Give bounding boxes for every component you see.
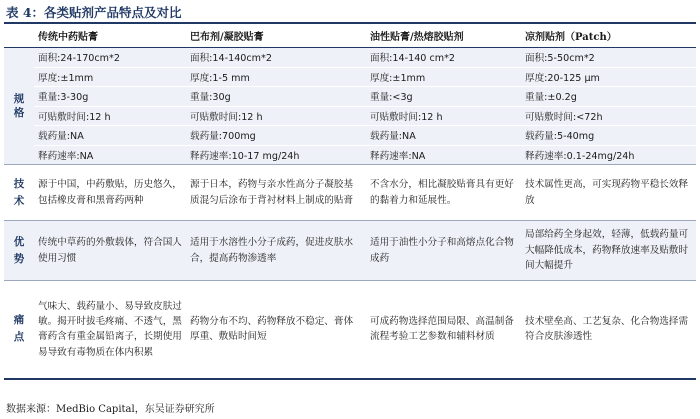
spec-cell: 厚度:±1mm (34, 67, 186, 87)
category-weak (4, 281, 34, 379)
header-blank (4, 23, 34, 48)
table-row (4, 281, 696, 379)
table-header-row (4, 23, 696, 48)
header-patch: 凉剂贴剂（Patch） (521, 23, 696, 48)
spec-cell: 厚度:1-5 mm (186, 67, 366, 87)
category-weak-label: 痛 点 (13, 314, 25, 344)
header-oil-hotmelt: 油性贴膏/热熔胶贴剂 (366, 23, 521, 48)
header-cataplasm: 巴布剂/凝胶贴膏 (186, 23, 366, 48)
tech-cell: 技术属性更高，可实现药物平稳长效释放 (521, 165, 696, 221)
comparison-table (4, 23, 696, 380)
spec-cell: 释药速率:NA (366, 145, 521, 165)
tech-cell: 源于日本，药物与亲水性高分子凝胶基质混匀后涂布于背衬材料上制成的贴膏 (186, 165, 366, 221)
spec-cell: 厚度:±1mm (366, 67, 521, 87)
spec-cell: 重量:±0.2g (521, 87, 696, 107)
data-source: 数据来源：MedBio Capital，东吴证券研究所 (6, 404, 215, 415)
spec-cell: 可贴敷时间:<72h (521, 106, 696, 126)
weak-cell: 技术壁垒高、工艺复杂、化合物选择需符合皮肤渗透性 (521, 281, 696, 379)
spec-cell: 面积:24-170cm*2 (34, 48, 186, 68)
spec-cell: 可贴敷时间:12 h (186, 106, 366, 126)
table-row (4, 165, 696, 221)
spec-cell: 载药量:700mg (186, 126, 366, 146)
category-spec (4, 48, 34, 165)
category-adv (4, 221, 34, 281)
category-spec-label: 规 格 (13, 92, 25, 119)
spec-cell: 释药速率:10-17 mg/24h (186, 145, 366, 165)
weak-cell: 药物分布不均、药物释放不稳定、膏体厚重、敷贴时间短 (186, 281, 366, 379)
spec-cell: 重量:3-30g (34, 87, 186, 107)
spec-cell: 厚度:20-125 μm (521, 67, 696, 87)
header-traditional: 传统中药贴膏 (34, 23, 186, 48)
table-row (4, 67, 696, 87)
table-row (4, 221, 696, 281)
spec-cell: 载药量:NA (366, 126, 521, 146)
spec-cell: 载药量:5-40mg (521, 126, 696, 146)
table-row (4, 87, 696, 107)
category-adv-label: 优 势 (13, 235, 25, 265)
table-row (4, 145, 696, 165)
spec-cell: 释药速率:NA (34, 145, 186, 165)
table-row (4, 106, 696, 126)
table-row (4, 126, 696, 146)
spec-cell: 可贴敷时间:12 h (366, 106, 521, 126)
table-row (4, 48, 696, 68)
tech-cell: 不含水分，相比凝胶贴膏具有更好的黏着力和延展性。 (366, 165, 521, 221)
spec-cell: 可贴敷时间:12 h (34, 106, 186, 126)
weak-cell: 可成药物选择范围局限、高温制备流程考验工艺参数和辅料材质 (366, 281, 521, 379)
spec-cell: 面积:14-140 cm*2 (366, 48, 521, 68)
spec-cell: 重量:30g (186, 87, 366, 107)
adv-cell: 传统中草药的外敷载体，符合国人使用习惯 (34, 221, 186, 281)
table-title: 表 4：各类贴剂产品特点及对比 (6, 5, 182, 20)
adv-cell: 适用于油性小分子和高熔点化合物成药 (366, 221, 521, 281)
category-tech (4, 165, 34, 221)
spec-cell: 载药量:NA (34, 126, 186, 146)
spec-cell: 释药速率:0.1-24mg/24h (521, 145, 696, 165)
adv-cell: 适用于水溶性小分子成药，促进皮肤水合，提高药物渗透率 (186, 221, 366, 281)
spec-cell: 重量:<3g (366, 87, 521, 107)
spec-cell: 面积:14-140cm*2 (186, 48, 366, 68)
weak-cell: 气味大、载药量小、易导致皮肤过敏。揭开时拔毛疼痛、不透气，黑膏药含有重金属铅离子，长期使用易导致有毒物质在体内积累 (34, 281, 186, 379)
adv-cell: 局部给药全身起效，轻薄，低载药量可大幅降低成本，药物释放速率及贴敷时间大幅提升 (521, 221, 696, 281)
spec-cell: 面积:5-50cm*2 (521, 48, 696, 68)
tech-cell: 源于中国，中药敷贴，历史悠久，包括橡皮膏和黑膏药两种 (34, 165, 186, 221)
category-tech-label: 技 术 (13, 177, 25, 207)
